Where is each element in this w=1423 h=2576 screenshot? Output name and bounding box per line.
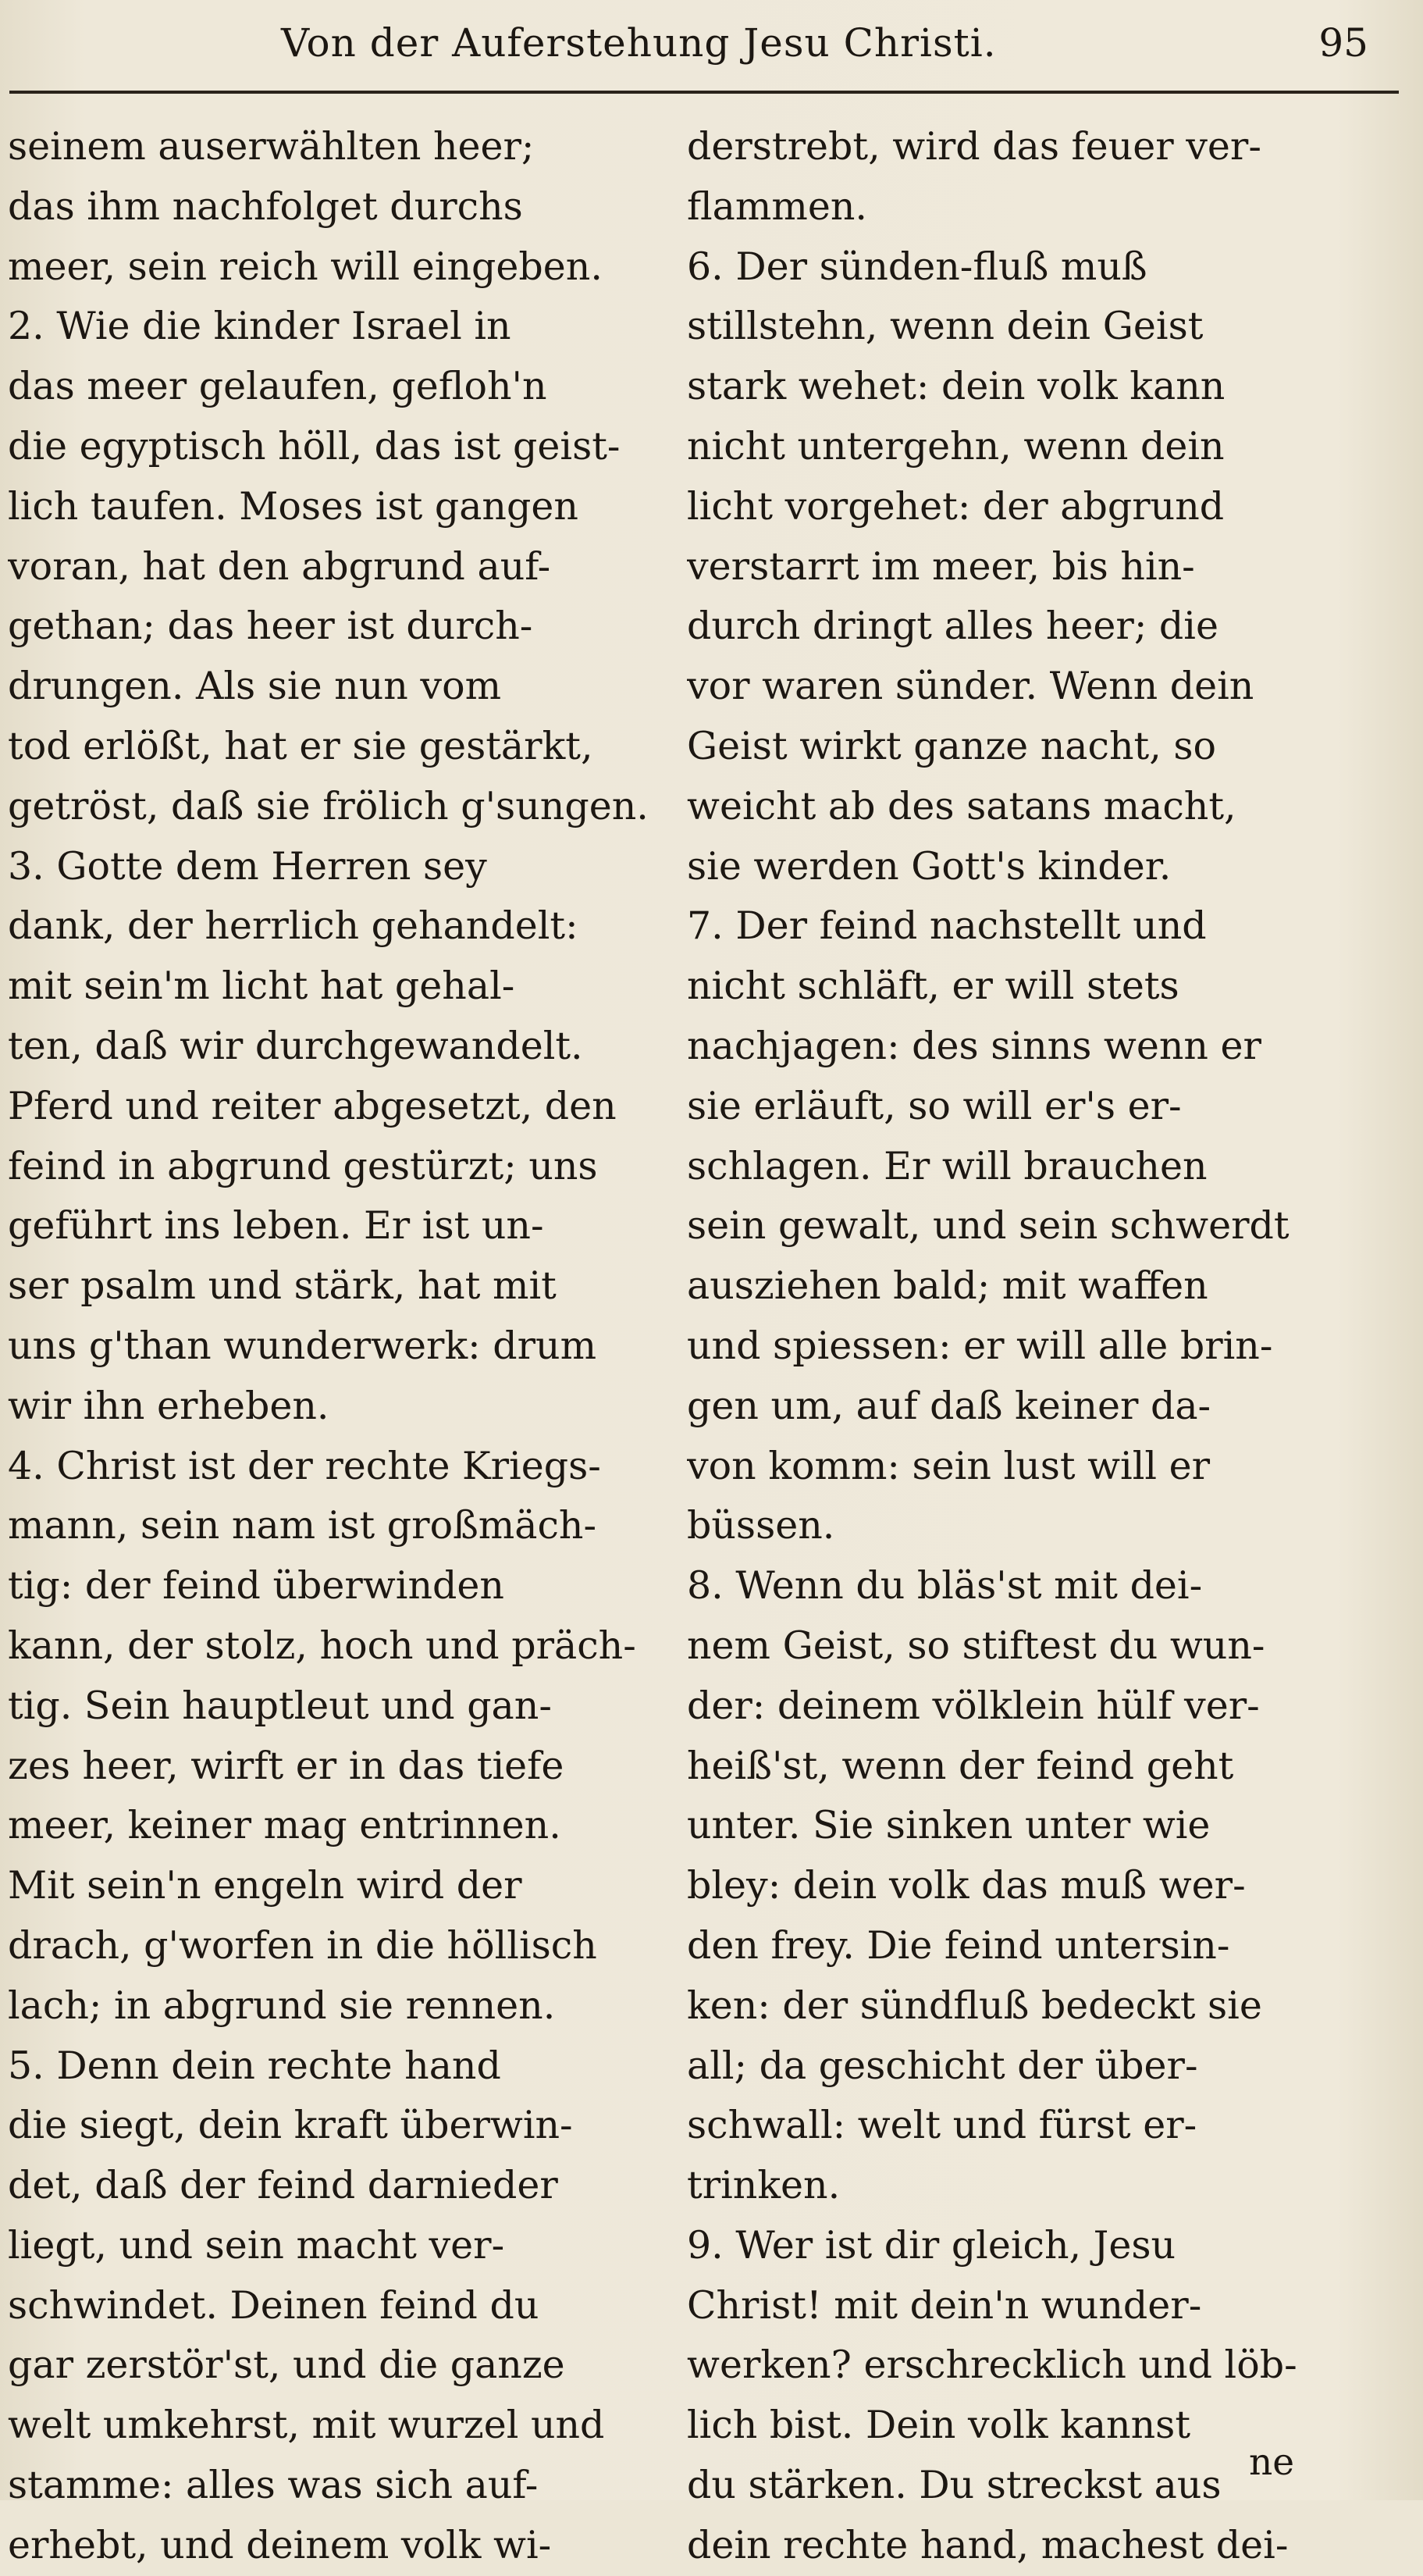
verse-start-line: 9. Wer ist dir gleich, Jesu [687, 2222, 1176, 2268]
text-line: schlagen. Er will brauchen [687, 1143, 1208, 1188]
text-line: stamme: alles was sich auf- [8, 2463, 539, 2508]
page-number: 95 [1318, 20, 1368, 66]
text-line: stark wehet: dein volk kann [687, 364, 1226, 409]
text-line: voran, hat den abgrund auf- [8, 543, 551, 589]
text-line: nachjagen: des sinns wenn er [687, 1023, 1261, 1068]
text-line: das meer gelaufen, gefloh'n [8, 364, 547, 409]
text-line: det, daß der feind darnieder [8, 2163, 558, 2208]
text-line: ken: der sündfluß bedeckt sie [687, 1983, 1262, 2028]
text-line: uns g'than wunderwerk: drum [8, 1323, 597, 1368]
text-line: meer, sein reich will eingeben. [8, 244, 603, 289]
left-column [8, 117, 671, 2576]
right-column [687, 117, 1350, 2576]
text-line: heiß'st, wenn der feind geht [687, 1743, 1234, 1788]
text-line: nicht untergehn, wenn dein [687, 423, 1225, 469]
text-line: sie werden Gott's kinder. [687, 843, 1172, 889]
text-line: schwindet. Deinen feind du [8, 2282, 539, 2328]
text-line: mann, sein nam ist großmäch- [8, 1503, 597, 1548]
text-line: verstarrt im meer, bis hin- [687, 543, 1195, 589]
verse-start-line: 4. Christ ist der rechte Kriegs- [8, 1443, 601, 1488]
text-line: geführt ins leben. Er ist un- [8, 1203, 544, 1249]
text-line: unter. Sie sinken unter wie [687, 1803, 1211, 1848]
text-line: Geist wirkt ganze nacht, so [687, 723, 1217, 768]
text-line: du stärken. Du streckst aus [687, 2463, 1222, 2508]
text-line: drach, g'worfen in die höllisch [8, 1922, 597, 1968]
text-line: trinken. [687, 2163, 841, 2208]
text-line: stillstehn, wenn dein Geist [687, 304, 1204, 349]
text-line: weicht ab des satans macht, [687, 783, 1236, 828]
text-line: von komm: sein lust will er [687, 1443, 1211, 1488]
text-line: lach; in abgrund sie rennen. [8, 1983, 556, 2028]
text-line: licht vorgehet: der abgrund [687, 483, 1225, 529]
text-line: Christ! mit dein'n wunder- [687, 2282, 1202, 2328]
text-line: tig: der feind überwinden [8, 1563, 504, 1609]
text-line: die siegt, dein kraft überwin- [8, 2103, 573, 2148]
text-line: sein gewalt, und sein schwerdt [687, 1203, 1290, 1249]
verse-start-line: 6. Der sünden-fluß muß [687, 244, 1147, 289]
text-line: der: deinem völklein hülf ver- [687, 1683, 1260, 1728]
verse-start-line: 3. Gotte dem Herren sey [8, 843, 487, 889]
text-line: seinem auserwählten heer; [8, 124, 535, 169]
verse-start-line: 8. Wenn du bläs'st mit dei- [687, 1563, 1203, 1609]
text-line: lich taufen. Moses ist gangen [8, 483, 578, 529]
text-line: ser psalm und stärk, hat mit [8, 1263, 557, 1309]
text-line: büssen. [687, 1503, 835, 1548]
catchword: ne [1249, 2441, 1295, 2484]
text-line: Mit sein'n engeln wird der [8, 1863, 522, 1908]
text-line: dein rechte hand, machest dei- [687, 2522, 1289, 2567]
text-line: tod erlößt, hat er sie gestärkt, [8, 723, 593, 768]
running-title: Von der Auferstehung Jesu Christi. [281, 20, 997, 66]
text-line: nem Geist, so stiftest du wun- [687, 1623, 1265, 1668]
text-line: und spiessen: er will alle brin- [687, 1323, 1273, 1368]
header-rule [9, 91, 1399, 94]
verse-start-line: 5. Denn dein rechte hand [8, 2043, 501, 2088]
text-line: durch dringt alles heer; die [687, 604, 1218, 649]
text-line: schwall: welt und fürst er- [687, 2103, 1197, 2148]
text-line: ten, daß wir durchgewandelt. [8, 1023, 583, 1068]
text-line: gen um, auf daß keiner da- [687, 1383, 1211, 1428]
text-line: zes heer, wirft er in das tiefe [8, 1743, 564, 1788]
text-line: das ihm nachfolget durchs [8, 183, 523, 229]
text-line: tig. Sein hauptleut und gan- [8, 1683, 552, 1728]
text-line: nicht schläft, er will stets [687, 964, 1179, 1009]
text-line: meer, keiner mag entrinnen. [8, 1803, 561, 1848]
text-line: wir ihn erheben. [8, 1383, 329, 1428]
verse-start-line: 7. Der feind nachstellt und [687, 903, 1207, 949]
text-line: die egyptisch höll, das ist geist- [8, 423, 621, 469]
text-line: erhebt, und deinem volk wi- [8, 2522, 552, 2567]
text-line: welt umkehrst, mit wurzel und [8, 2403, 605, 2448]
text-line: lich bist. Dein volk kannst [687, 2403, 1191, 2448]
text-line: den frey. Die feind untersin- [687, 1922, 1230, 1968]
text-line: mit sein'm licht hat gehal- [8, 964, 515, 1009]
text-line: kann, der stolz, hoch und präch- [8, 1623, 636, 1668]
text-line: flammen. [687, 183, 867, 229]
text-line: Pferd und reiter abgesetzt, den [8, 1083, 617, 1128]
text-line: liegt, und sein macht ver- [8, 2222, 505, 2268]
text-line: werken? erschrecklich und löb- [687, 2343, 1297, 2388]
text-line: getröst, daß sie frölich g'sungen. [8, 783, 649, 828]
text-line: ausziehen bald; mit waffen [687, 1263, 1208, 1309]
text-line: dank, der herrlich gehandelt: [8, 903, 578, 949]
text-line: gar zerstör'st, und die ganze [8, 2343, 565, 2388]
verse-start-line: 2. Wie die kinder Israel in [8, 304, 511, 349]
text-line: sie erläuft, so will er's er- [687, 1083, 1182, 1128]
page-header [0, 0, 1423, 94]
text-line: vor waren sünder. Wenn dein [687, 664, 1254, 709]
text-line: gethan; das heer ist durch- [8, 604, 533, 649]
text-line: all; da geschicht der über- [687, 2043, 1198, 2088]
text-line: derstrebt, wird das feuer ver- [687, 124, 1261, 169]
text-line: drungen. Als sie nun vom [8, 664, 502, 709]
text-line: bley: dein volk das muß wer- [687, 1863, 1246, 1908]
text-line: feind in abgrund gestürzt; uns [8, 1143, 598, 1188]
